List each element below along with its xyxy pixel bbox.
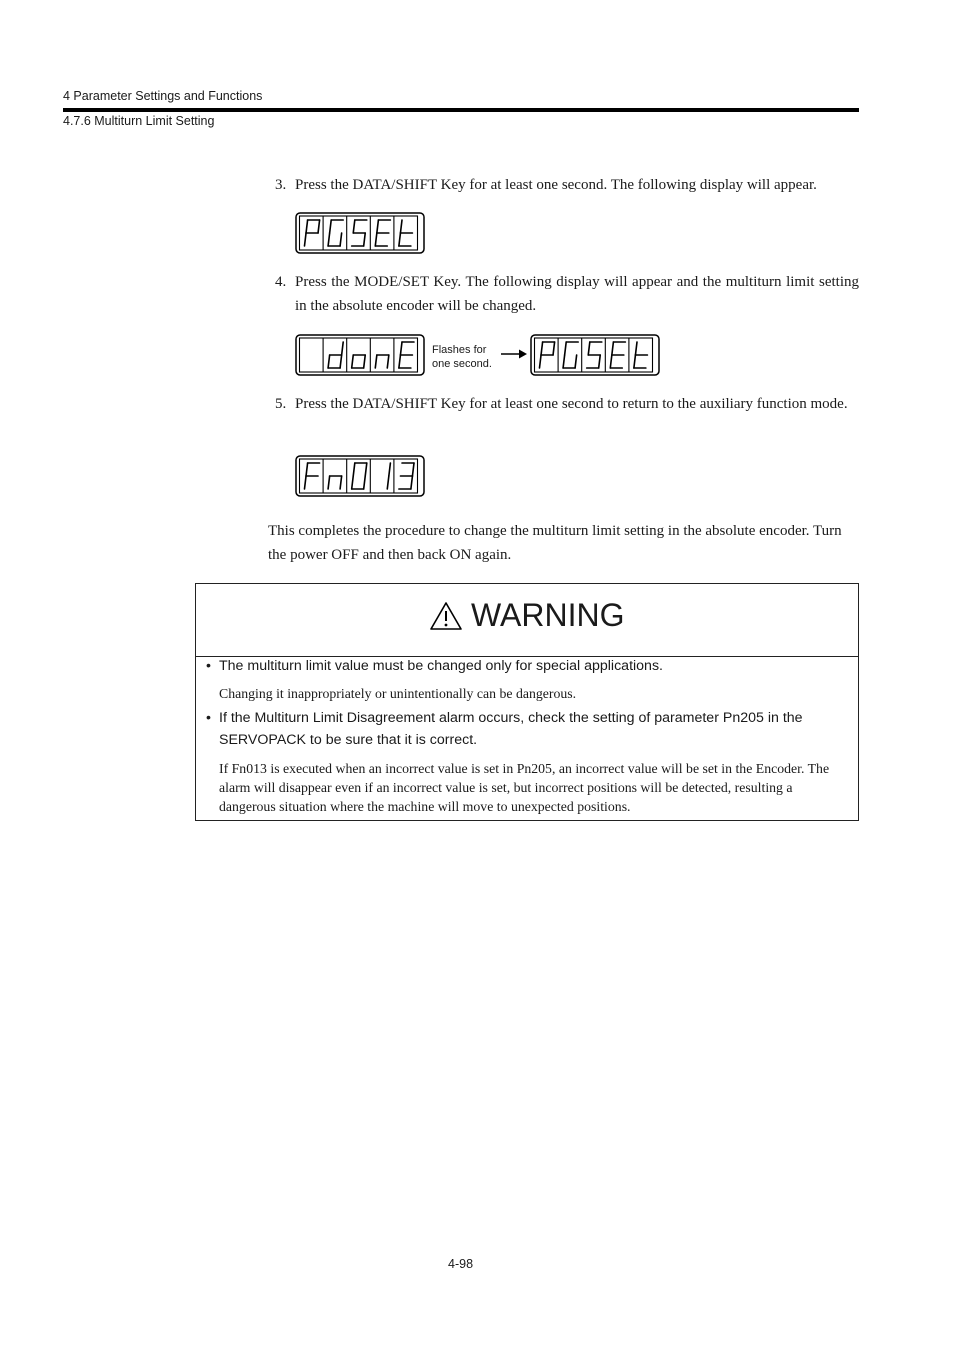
- display-digit: [328, 342, 343, 368]
- display-digit: [328, 220, 343, 246]
- display-digit: [352, 355, 366, 368]
- display-digit: [375, 355, 389, 368]
- display-digit: [399, 463, 414, 489]
- display-digit: [304, 463, 319, 489]
- warning-header: [196, 584, 858, 657]
- bullet-dot: •: [206, 658, 211, 674]
- step-3: [275, 173, 859, 197]
- display-digit: [352, 220, 367, 246]
- display-digit: [587, 342, 602, 368]
- flash-note: [432, 343, 492, 371]
- done-display: [295, 334, 425, 376]
- pgset-display: [295, 212, 425, 254]
- display-digit: [399, 220, 413, 246]
- display-digit: [352, 463, 367, 489]
- display-digit: [539, 342, 554, 368]
- display-digit: [634, 342, 648, 368]
- warning-bullet-1: [206, 655, 851, 677]
- step-text: Press the DATA/SHIFT Key for at least one second to return to the auxiliary function mode.: [295, 396, 848, 412]
- display-digit: [610, 342, 625, 368]
- display-digit: [304, 220, 319, 246]
- display-digit: [328, 476, 342, 489]
- display-digit: [563, 342, 578, 368]
- fn013-display: [295, 455, 425, 497]
- step-number: 5.: [275, 396, 287, 412]
- warning-bullet-2: [206, 707, 851, 751]
- warning-triangle-icon: [429, 601, 463, 631]
- bullet-dot: •: [206, 710, 211, 726]
- warning-title: [429, 597, 624, 634]
- warning-detail-2: If Fn013 is executed when an incorrect value is set in Pn205, an incorrect value will be set in the Encoder. The alarm will disappear even if an incorrect value is set, but incorrect positions will be detected, resulting a dangerous situation where the machine will move to unexpected positions.: [219, 761, 830, 814]
- pgset-display-2: [530, 334, 660, 376]
- conclusion-paragraph: This completes the procedure to change the multiturn limit setting in the absolute encoder. Turn the power OFF and then back ON again.: [268, 523, 842, 563]
- step-number: 3.: [275, 177, 287, 193]
- step-number: 4.: [275, 274, 287, 290]
- step-text: Press the DATA/SHIFT Key for at least one second. The following display will appear.: [295, 177, 817, 193]
- warning-title-text: WARNING: [471, 597, 625, 633]
- step-text: Press the MODE/SET Key. The following display will appear and the multiturn limit setting in the absolute encoder will be changed.: [295, 274, 859, 314]
- step-4: [275, 270, 859, 318]
- bullet-text: If the Multiturn Limit Disagreement alarm occurs, check the setting of parameter Pn205 in the SERVOPACK to be sure that it is correct.: [219, 710, 803, 748]
- flash-note-line: one second.: [432, 358, 492, 370]
- section-header: 4.7.6 Multiturn Limit Setting: [63, 114, 215, 128]
- arrow-right-icon: [501, 348, 527, 360]
- step-5: [275, 392, 859, 416]
- warning-detail-1: Changing it inappropriately or unintentionally can be dangerous.: [219, 686, 577, 701]
- bullet-text: The multiturn limit value must be changed only for special applications.: [219, 658, 663, 674]
- chapter-header: 4 Parameter Settings and Functions: [63, 89, 263, 103]
- display-digit: [375, 220, 390, 246]
- header-rule: [63, 108, 859, 112]
- display-digit: [387, 463, 390, 489]
- page-number: 4-98: [448, 1257, 474, 1271]
- flash-note-line: Flashes for: [432, 344, 487, 356]
- display-digit: [399, 342, 414, 368]
